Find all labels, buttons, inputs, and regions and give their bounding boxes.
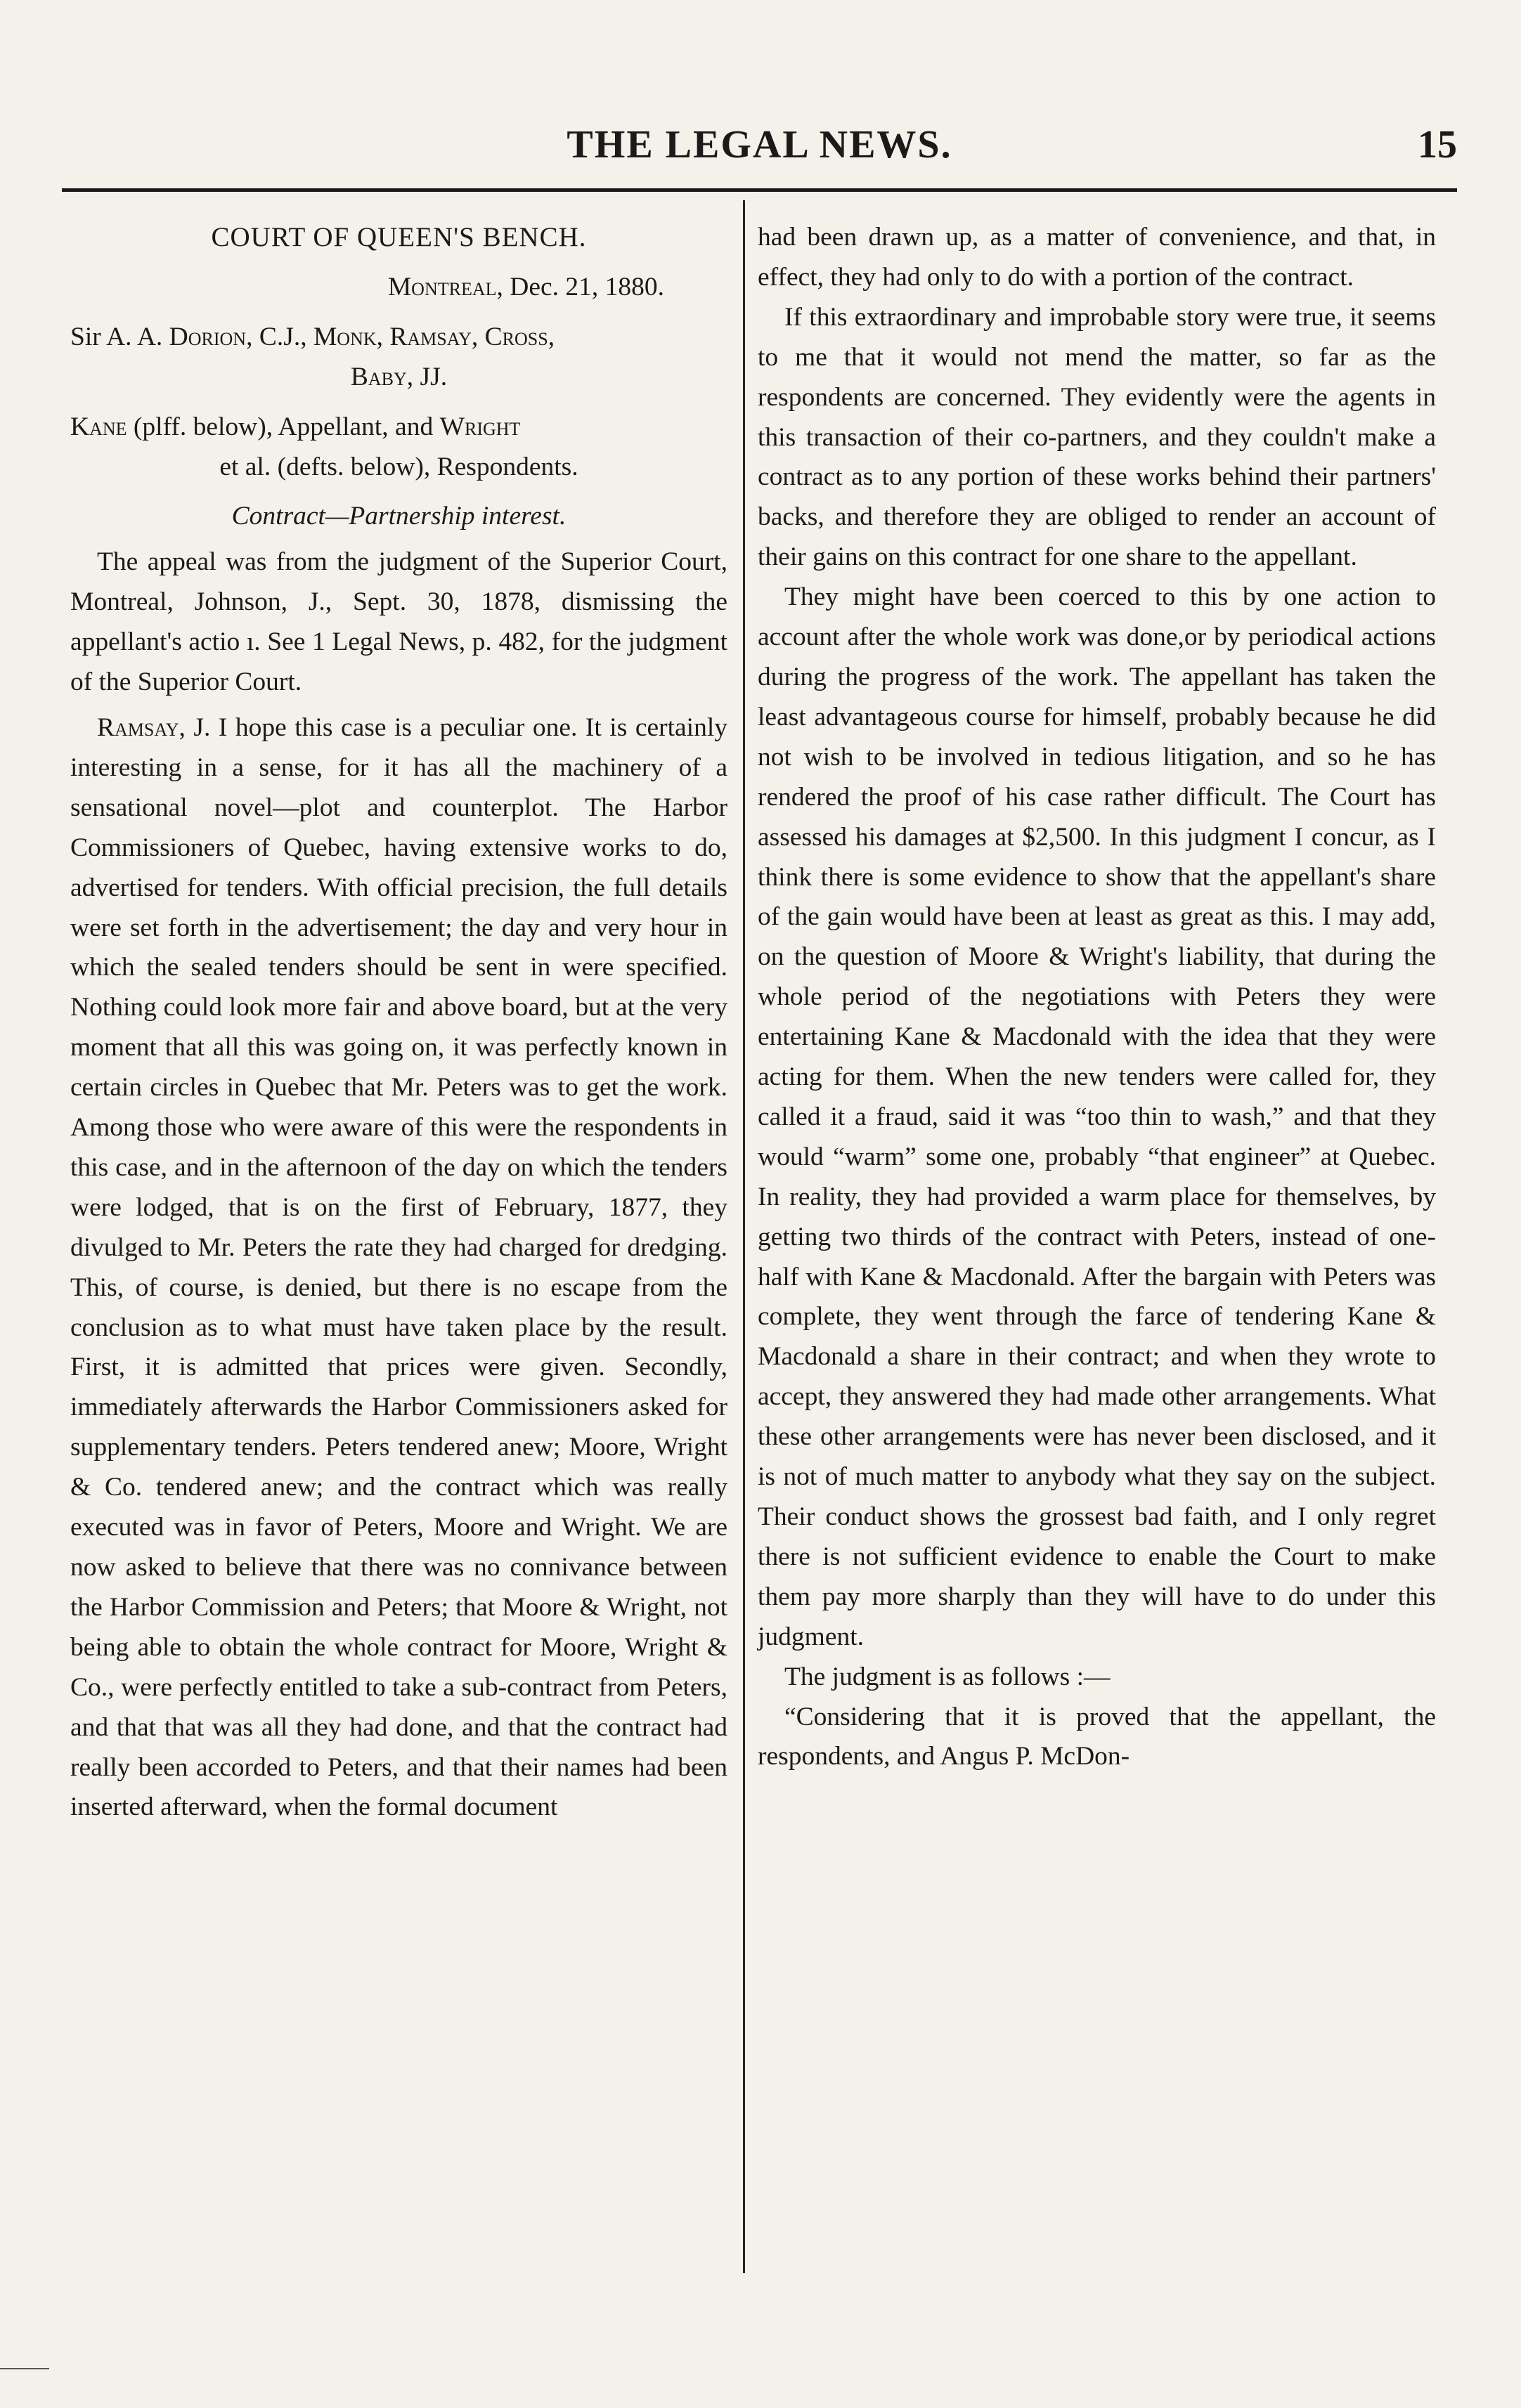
column-divider bbox=[743, 200, 745, 2273]
left-column bbox=[70, 218, 727, 1828]
judge-names: Monk, Ramsay, Cross, bbox=[313, 322, 555, 351]
judge-name-ramsay: Ramsay, bbox=[97, 712, 186, 742]
page-header bbox=[62, 112, 1457, 197]
opinion-paragraph bbox=[70, 708, 727, 1828]
judges-text: C.J., bbox=[252, 322, 313, 351]
date-text: Dec. 21, 1880. bbox=[503, 272, 664, 301]
case-subject: Contract—Partnership interest. bbox=[231, 502, 567, 531]
parties-text: (plff. below), Appellant, and bbox=[127, 412, 440, 441]
parties-line-2: et al. (defts. below), Respondents. bbox=[219, 452, 578, 481]
journal-title: THE LEGAL NEWS. bbox=[567, 123, 952, 167]
judge-name: Dorion, bbox=[169, 322, 253, 351]
paragraph-3: They might have been coerced to this by one action to account after the whole work was done,or by periodical actions during the progress of the work. The appellant has taken the least advantageous course for himself, probably because he did not wish to be involved in tedious litigation, and so he has rendered the proof of his case rather difficult. The Court has assessed his damages at $2,500. In this judgment I concur, as I think there is some evidence to show that the appellant's share of the gain would have been at least as great as this. I may add, on the question of Moore & Wright's liability, that during the whole period of the negotiations with Peters they were entertaining Kane & Macdonald with the idea that they were acting for them. When the new tenders were called for, they called it a fraud, said it was “too thin to wash,” and that they would “warm” some one, probably “that engineer” at Quebec. In reality, they had provided a warm place for themselves, by getting two thirds of the contract with Peters, instead of one-half with Kane & Macdonald. After the bargain with Peters was complete, they went through the farce of tendering Kane & Macdonald a share in their contract; and when they wrote to accept, they answered they had made other arrangements. What these other arrangements were has never been disclosed, and it is not of much matter to anybody what they say on the subject. Their conduct shows the grossest bad faith, and I only regret there is not sufficient evidence to enable the Court to make them pay more sharply than they will have to do under this judgment. bbox=[758, 583, 1436, 1651]
judges-line-2: Baby, JJ. bbox=[350, 362, 448, 391]
right-column bbox=[758, 218, 1436, 1777]
parties-line bbox=[70, 408, 727, 448]
intro-paragraph: The appeal was from the judgment of the Superior Court, Montreal, Johnson, J., Sept. 30, 1878, dismissing the appellant's actio ı. See 1 Legal News, p. 482, for the judgment of the Superior Court. bbox=[70, 547, 727, 697]
appellant-name: Kane bbox=[70, 412, 127, 441]
page-number: 15 bbox=[1418, 123, 1457, 167]
place-date-line bbox=[70, 268, 727, 308]
judges-prefix: Sir A. A. bbox=[70, 322, 169, 351]
page-edge-mark bbox=[0, 2368, 49, 2369]
respondent-name: Wright bbox=[439, 412, 521, 441]
judges-line bbox=[70, 318, 727, 358]
header-rule bbox=[62, 188, 1457, 192]
court-heading: COURT OF QUEEN'S BENCH. bbox=[211, 222, 587, 252]
place-name: Montreal, bbox=[387, 272, 503, 301]
judgment-text: “Considering that it is proved that the appellant, the respondents, and Angus P. McDon- bbox=[758, 1702, 1436, 1771]
judgment-intro: The judgment is as follows :— bbox=[784, 1662, 1111, 1691]
opinion-text: J. I hope this case is a peculiar one. It is certainly interesting in a sense, for it has all the machinery of a sensational novel—plot and counterplot. The Harbor Commissioners of Quebec, having extensive works to do, advertised for tenders. With official precision, the full details were set forth in the advertisement; the day and very hour in which the sealed tenders should be sent in were specified. Nothing could look more fair and above board, but at the very moment that all this was going on, it was perfectly known in certain circles in Quebec that Mr. Peters was to get the work. Among those who were aware of this were the respondents in this case, and in the afternoon of the day on which the tenders were lodged, that is on the first of February, 1877, they divulged to Mr. Peters the rate they had charged for dredging. This, of course, is denied, but there is no escape from the conclusion as to what must have taken place by the result. First, it is admitted that prices were given. Secondly, immediately afterwards the Harbor Commissioners asked for supplementary tenders. Peters tendered anew; Moore, Wright & Co. tendered anew; and the contract which was really executed was in favor of Peters, Moore and Wright. We are now asked to believe that there was no connivance between the Harbor Commission and Peters; that Moore & Wright, not being able to obtain the whole contract for Moore, Wright & Co., were perfectly entitled to take a sub-contract from Peters, and that that was all they had done, and that the contract had really been accorded to Peters, and that their names had been inserted afterward, when the formal document bbox=[70, 712, 727, 1822]
continued-paragraph: had been drawn up, as a matter of convenience, and that, in effect, they had only to do with a portion of the contract. bbox=[758, 223, 1436, 292]
paragraph-2: If this extraordinary and improbable story were true, it seems to me that it would not mend the matter, so far as the respondents are concerned. They evidently were the agents in this transaction of their co-partners, and they couldn't make a contract as to any portion of these works behind their partners' backs, and therefore they are obliged to render an account of their gains on this contract for one share to the appellant. bbox=[758, 302, 1436, 572]
